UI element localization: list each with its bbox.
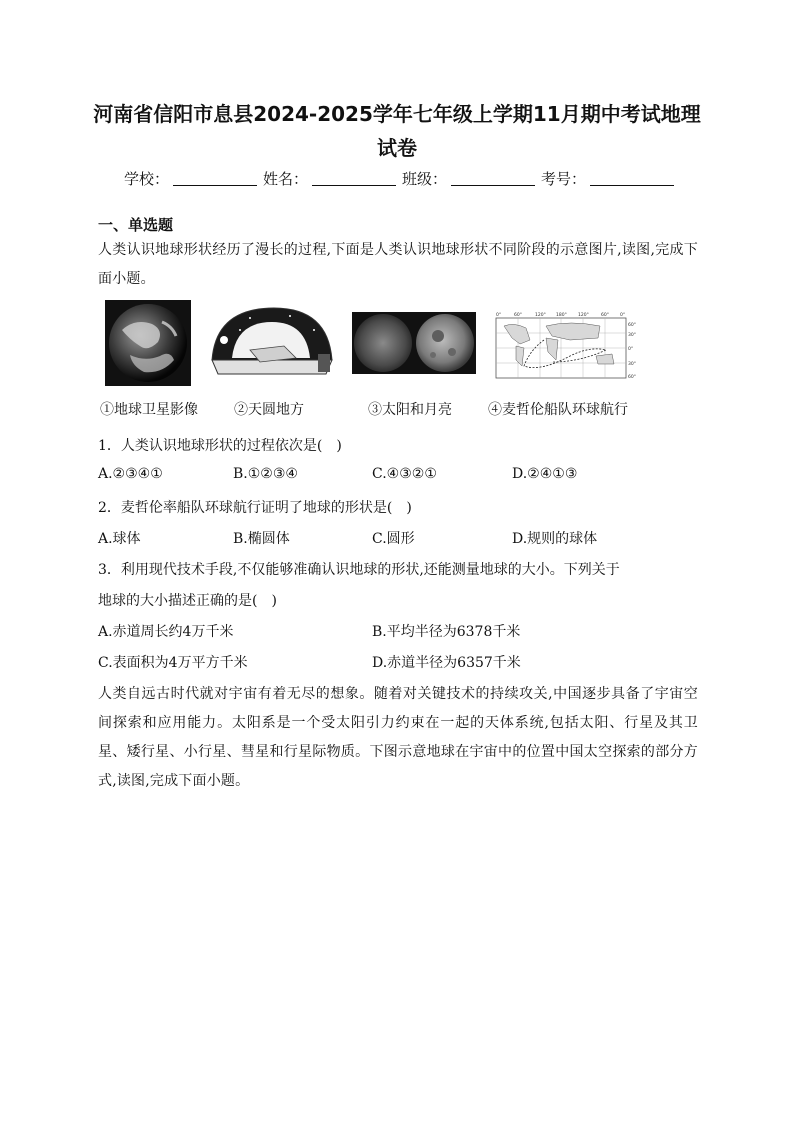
map-lon-label: 180° xyxy=(556,313,567,318)
page-title: 河南省信阳市息县2024-2025学年七年级上学期11月期中考试地理 xyxy=(93,102,701,126)
map-lat-label: 60° xyxy=(628,323,636,328)
question-3-option-d[interactable]: D.赤道半径为6357千米 xyxy=(372,655,521,671)
earth-satellite-image xyxy=(105,300,191,386)
caption-magellan: ④麦哲伦船队环球航行 xyxy=(488,402,628,418)
school-blank[interactable] xyxy=(173,171,257,186)
question-1-option-b[interactable]: B.①②③④ xyxy=(233,466,298,482)
map-lat-label: 30° xyxy=(628,333,636,338)
intro-paragraph-1: 人类认识地球形状经历了漫长的过程,下面是人类认识地球形状不同阶段的示意图片,读图,完成下面小题。 xyxy=(98,242,698,287)
round-sky-square-earth-image xyxy=(212,308,332,374)
question-2-option-d[interactable]: D.规则的球体 xyxy=(512,531,598,547)
map-lon-label: 60° xyxy=(514,313,522,318)
number-label: 考号： xyxy=(541,170,587,188)
question-2-option-c[interactable]: C.圆形 xyxy=(372,531,415,547)
name-label: 姓名： xyxy=(263,170,309,188)
question-1-option-c[interactable]: C.④③②① xyxy=(372,466,437,482)
map-lon-label: 0° xyxy=(620,313,626,318)
illustration-row xyxy=(100,300,700,386)
class-blank[interactable] xyxy=(451,171,535,186)
question-3-option-b[interactable]: B.平均半径为6378千米 xyxy=(372,624,521,640)
question-1-stem: 1．人类认识地球形状的过程依次是( ) xyxy=(98,438,342,454)
question-2-option-b[interactable]: B.椭圆体 xyxy=(233,531,290,547)
class-label: 班级： xyxy=(402,170,448,188)
school-label: 学校： xyxy=(124,170,170,188)
map-lon-label: 0° xyxy=(496,313,502,318)
section-heading: 一、单选题 xyxy=(98,216,174,234)
question-1-option-a[interactable]: A.②③④① xyxy=(98,466,163,482)
name-blank[interactable] xyxy=(312,171,396,186)
question-3-stem-line2: 地球的大小描述正确的是( ) xyxy=(98,593,277,609)
question-3-stem: 3．利用现代技术手段,不仅能够准确认识地球的形状,还能测量地球的大小。下列关于 xyxy=(98,562,620,578)
map-lat-label: 0° xyxy=(628,347,634,352)
map-lat-label: 30° xyxy=(628,362,636,367)
number-blank[interactable] xyxy=(590,171,674,186)
caption-earth-satellite: ①地球卫星影像 xyxy=(100,402,198,418)
map-lon-label: 60° xyxy=(601,313,609,318)
student-info-row xyxy=(124,168,680,189)
question-3-option-c[interactable]: C.表面积为4万平方千米 xyxy=(98,655,248,671)
question-2-option-a[interactable]: A.球体 xyxy=(98,531,141,547)
question-1-option-d[interactable]: D.②④①③ xyxy=(512,466,578,482)
magellan-route-map xyxy=(496,312,636,380)
map-lon-label: 120° xyxy=(535,313,546,318)
map-lat-label: 60° xyxy=(628,375,636,380)
caption-round-sky: ②天圆地方 xyxy=(234,402,304,418)
map-lon-label: 120° xyxy=(578,313,589,318)
intro-paragraph-2: 人类自远古时代就对宇宙有着无尽的想象。随着对关键技术的持续攻关,中国逐步具备了宇宙空间探索和应用能力。太阳系是一个受太阳引力约束在一起的天体系统,包括太阳、行星及其卫星、矮行星、小行星、彗星和行星际物质。下图示意地球在宇宙中的位置中国太空探索的部分方式,读图,完成下面小题。 xyxy=(98,686,698,789)
sun-and-moon-image xyxy=(352,312,476,374)
question-3-option-a[interactable]: A.赤道周长约4万千米 xyxy=(98,624,234,640)
page-title-line2: 试卷 xyxy=(377,136,417,160)
question-2-stem: 2．麦哲伦率船队环球航行证明了地球的形状是( ) xyxy=(98,500,412,516)
caption-sun-moon: ③太阳和月亮 xyxy=(368,402,452,418)
